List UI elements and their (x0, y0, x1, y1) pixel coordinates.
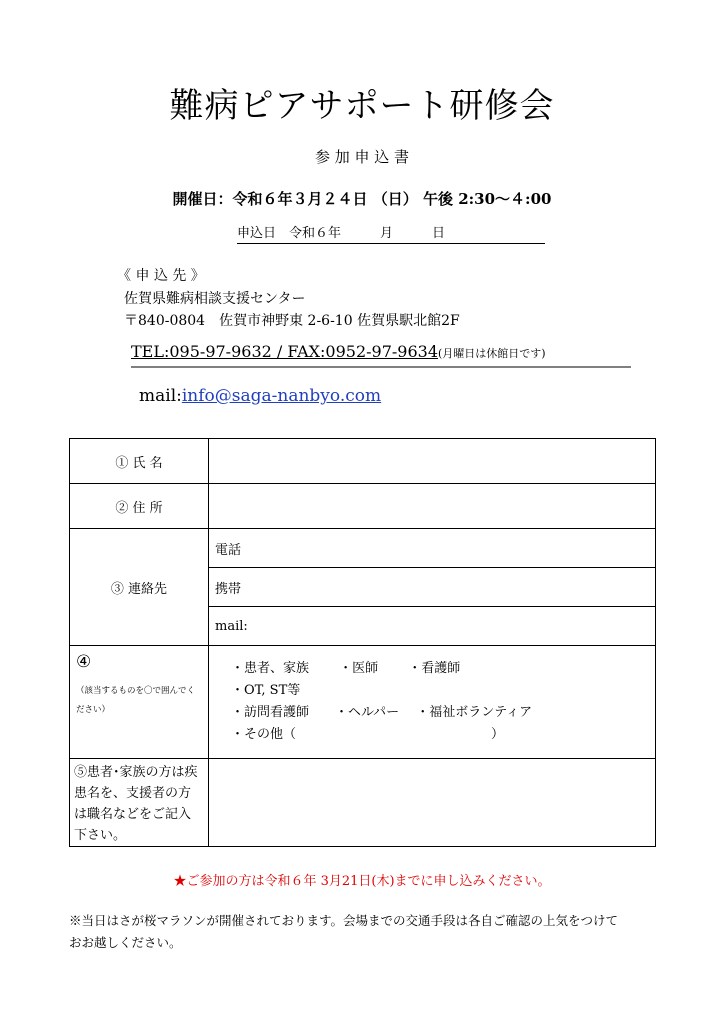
disease-row (70, 759, 656, 847)
address-row (70, 484, 656, 529)
name-label: ① 氏 名 (70, 439, 209, 484)
contact-label: ③ 連絡先 (70, 529, 209, 646)
mobile-label: 携帯 (215, 581, 242, 597)
q4-number: ④ (76, 652, 92, 672)
category-label-cell (70, 646, 209, 759)
disease-field[interactable] (209, 759, 656, 847)
event-date: 開催日：令和６年３月２４日 （日） 午後 2:30～４:00 (172, 190, 552, 208)
tel-underline (131, 366, 631, 368)
address-label: ② 住 所 (70, 484, 209, 529)
mail-field[interactable] (209, 607, 656, 646)
form-subtitle: 参 加 申 込 書 (314, 148, 410, 166)
option-line: ・訪問看護師 ・ヘルパー ・福祉ボランティア (231, 705, 533, 720)
name-row (70, 439, 656, 484)
contact-mail (139, 386, 381, 406)
name-field[interactable] (209, 439, 656, 484)
mail-label: mail: (139, 386, 182, 406)
address-field[interactable] (209, 484, 656, 529)
apply-to-heading: 《 申 込 先 》 (117, 268, 205, 284)
mobile-field[interactable] (209, 568, 656, 607)
footnote: ※当日はさが桜マラソンが開催されております。会場までの交通手段は各自ご確認の上気をつけておお越しください。 (69, 913, 619, 950)
option-line: ・患者、家族 ・医師 ・看護師 (231, 661, 461, 676)
phone-field[interactable] (209, 529, 656, 568)
page-title: 難病ピアサポート研修会 (169, 86, 555, 126)
application-date-line: 申込日 令和６年 月 日 (237, 222, 545, 244)
option-line: ・OT, ST等 (231, 683, 301, 698)
application-form-table (69, 438, 656, 847)
organization-address: 〒840-0804 佐賀市神野東 2-6-10 佐賀県駅北館2F (124, 313, 460, 329)
mail-link[interactable]: info@saga-nanbyo.com (181, 386, 382, 406)
disease-label: ⑤患者･家族の方は疾患名を、支援者の方は職名などをご記入下さい。 (70, 759, 209, 847)
organization-name: 佐賀県難病相談支援センター (124, 291, 306, 307)
category-options[interactable] (209, 646, 656, 759)
tel-note: (月曜日は休館日です) (438, 347, 546, 360)
q4-note: （該当するものを〇で囲んでください） (76, 686, 196, 715)
form-mail-label: mail: (215, 618, 248, 634)
tel-fax (131, 342, 546, 361)
deadline-notice: ★ご参加の方は令和６年 3月21日(木)までに申し込みください。 (173, 874, 551, 889)
phone-row (70, 529, 656, 568)
phone-label: 電話 (215, 542, 242, 558)
tel-fax-numbers: TEL:095-97-9632 / FAX:0952-97-9634 (131, 342, 439, 361)
category-row (70, 646, 656, 759)
option-line: ・その他（ ） (231, 727, 505, 742)
